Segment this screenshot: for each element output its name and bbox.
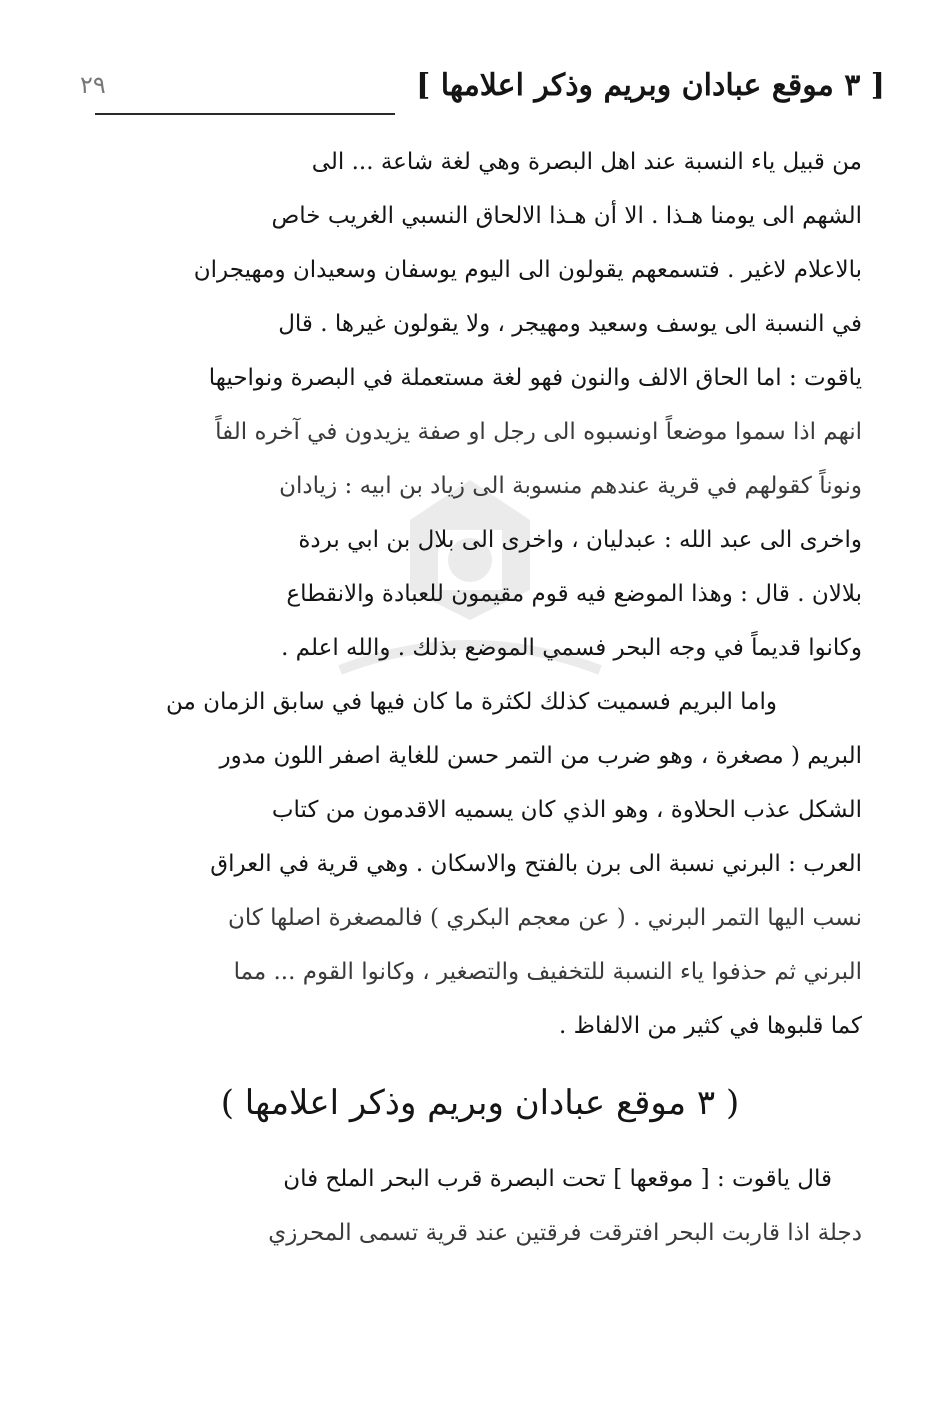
text-line: من قبيل ياء النسبة عند اهل البصرة وهي لغة شاعة ... الى: [311, 149, 862, 175]
text-line: نسب اليها التمر البرني . ( عن معجم البكري ) فالمصغرة اصلها كان: [228, 905, 862, 931]
text-line: في النسبة الى يوسف وسعيد ومهيجر ، ولا يقولون غيرها . قال: [278, 311, 862, 337]
running-title: [ ٣ موقع عبادان وبريم وذكر اعلامها ]: [416, 67, 885, 103]
text-line: واما البريم فسميت كذلك لكثرة ما كان فيها في سابق الزمان من: [165, 689, 777, 715]
text-line: انهم اذا سموا موضعاً اونسبوه الى رجل او صفة يزيدون في آخره الفاً: [215, 419, 862, 445]
text-line: الشهم الى يومنا هـذا . الا أن هـذا الالحاق النسبي الغريب خاص: [271, 203, 862, 229]
text-line: وكانوا قديماً في وجه البحر فسمي الموضع بذلك . والله اعلم .: [281, 635, 862, 661]
text-line: العرب : البرني نسبة الى برن بالفتح والاسكان . وهي قرية في العراق: [210, 851, 862, 877]
text-line: ونوناً كقولهم في قرية عندهم منسوبة الى زياد بن ابيه : زيادان: [279, 473, 862, 499]
text-line: البرني ثم حذفوا ياء النسبة للتخفيف والتصغير ، وكانوا القوم ... مما: [233, 959, 862, 985]
text-line: بلالان . قال : وهذا الموضع فيه قوم مقيمون للعبادة والانقطاع: [286, 581, 862, 607]
section-heading: ( ٣ موقع عبادان وبريم وذكر اعلامها ): [220, 1083, 740, 1123]
text-line: البريم ( مصغرة ، وهو ضرب من التمر حسن للغاية اصفر اللون مدور: [219, 743, 862, 769]
body-text: [62, 135, 862, 1053]
text-line: كما قلبوها في كثير من الالفاظ .: [559, 1013, 862, 1039]
paragraph-1: [62, 135, 862, 675]
text-line: قال ياقوت : [ موقعها ] تحت البصرة قرب البحر الملح فان: [283, 1166, 832, 1192]
text-line: بالاعلام لاغير . فتسمعهم يقولون الى اليوم يوسفان وسعيدان ومهيجران: [193, 257, 862, 283]
text-line: الشكل عذب الحلاوة ، وهو الذي كان يسميه الاقدمون من كتاب: [271, 797, 862, 823]
text-line: دجلة اذا قاربت البحر افترقت فرقتين عند قرية تسمى المحرزي: [268, 1220, 862, 1246]
text-line: ياقوت : اما الحاق الالف والنون فهو لغة مستعملة في البصرة ونواحيها: [208, 365, 862, 391]
page-number: ٢٩: [80, 71, 106, 99]
paragraph-2: [62, 675, 862, 1053]
text-line: واخرى الى عبد الله : عبدليان ، واخرى الى بلال بن ابي بردة: [298, 527, 862, 553]
running-header: [80, 60, 885, 110]
header-rule: [95, 113, 395, 115]
section-body: [62, 1152, 862, 1260]
